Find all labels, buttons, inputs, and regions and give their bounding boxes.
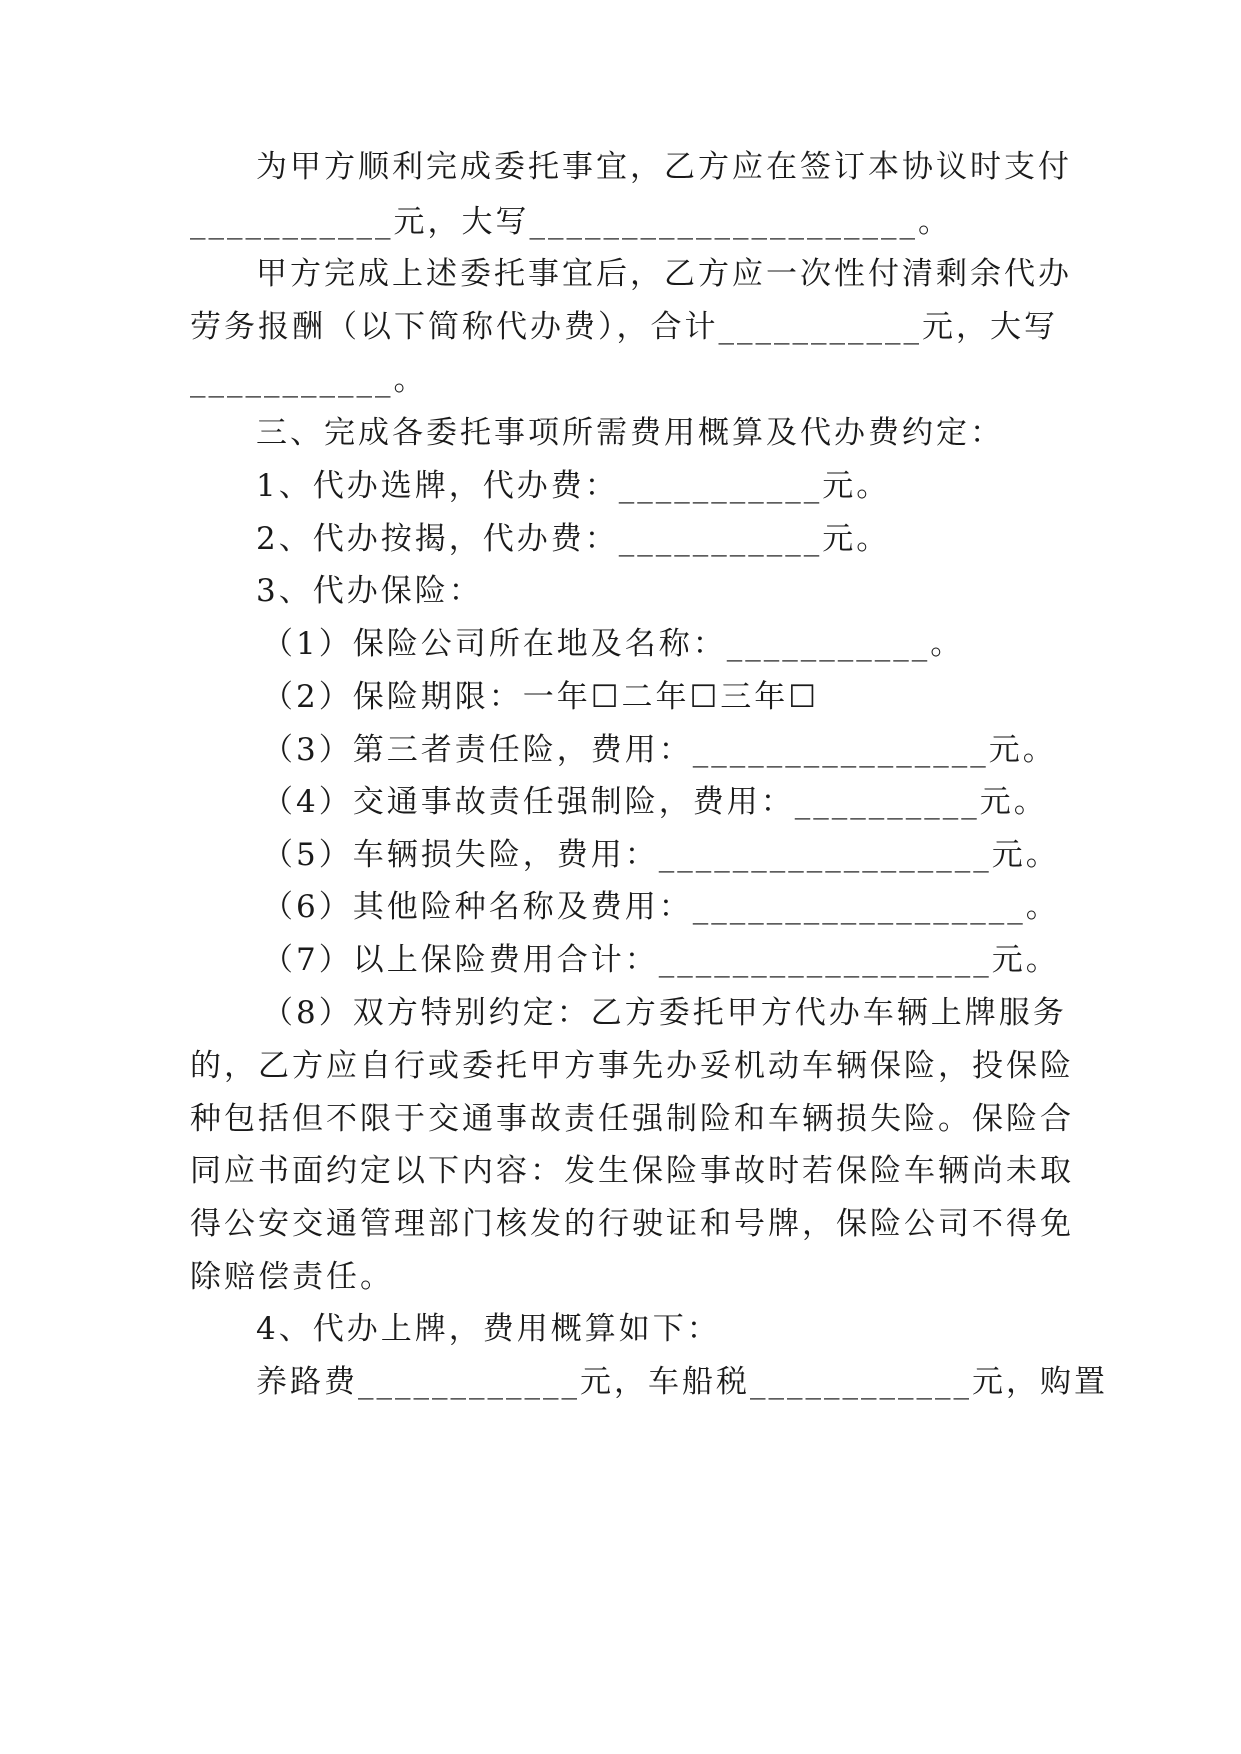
paragraph-line: ___________元，大写_____________________。 [190,204,952,240]
list-item: （4）交通事故责任强制险，费用：__________元。 [262,784,1048,820]
list-item: （7）以上保险费用合计：__________________元。 [262,942,1060,978]
list-item: 1、代办选牌，代办费：___________元。 [256,468,891,504]
paragraph-line: 劳务报酬（以下简称代办费），合计___________元，大写 [190,309,1058,345]
list-item: （1）保险公司所在地及名称：___________。 [262,626,965,662]
section-heading: 三、完成各委托事项所需费用概算及代办费约定： [256,415,1004,451]
paragraph-line: 同应书面约定以下内容：发生保险事故时若保险车辆尚未取 [190,1153,1074,1189]
paragraph-line: 甲方完成上述委托事宜后，乙方应一次性付清剩余代办 [256,256,1072,292]
paragraph-line: 种包括但不限于交通事故责任强制险和车辆损失险。保险合 [190,1101,1074,1137]
list-item: 4、代办上牌，费用概算如下： [256,1311,721,1347]
list-item: （6）其他险种名称及费用：__________________。 [262,889,1060,925]
paragraph-line: 养路费____________元，车船税____________元，购置 [256,1364,1108,1400]
paragraph-line: 除赔偿责任。 [190,1259,394,1295]
paragraph-line: ___________。 [190,362,428,398]
list-item: 3、代办保险： [256,573,483,609]
list-item: 2、代办按揭，代办费：___________元。 [256,521,891,557]
paragraph-line: 得公安交通管理部门核发的行驶证和号牌，保险公司不得免 [190,1206,1074,1242]
list-item: （5）车辆损失险，费用：__________________元。 [262,837,1060,873]
list-item: （8）双方特别约定：乙方委托甲方代办车辆上牌服务 [262,995,1067,1031]
list-item: （2）保险期限：一年☐二年☐三年☐ [262,679,820,715]
paragraph-line: 的，乙方应自行或委托甲方事先办妥机动车辆保险，投保险 [190,1048,1074,1084]
paragraph-line: 为甲方顺利完成委托事宜，乙方应在签订本协议时支付 [256,149,1072,185]
list-item: （3）第三者责任险，费用：________________元。 [262,732,1057,768]
